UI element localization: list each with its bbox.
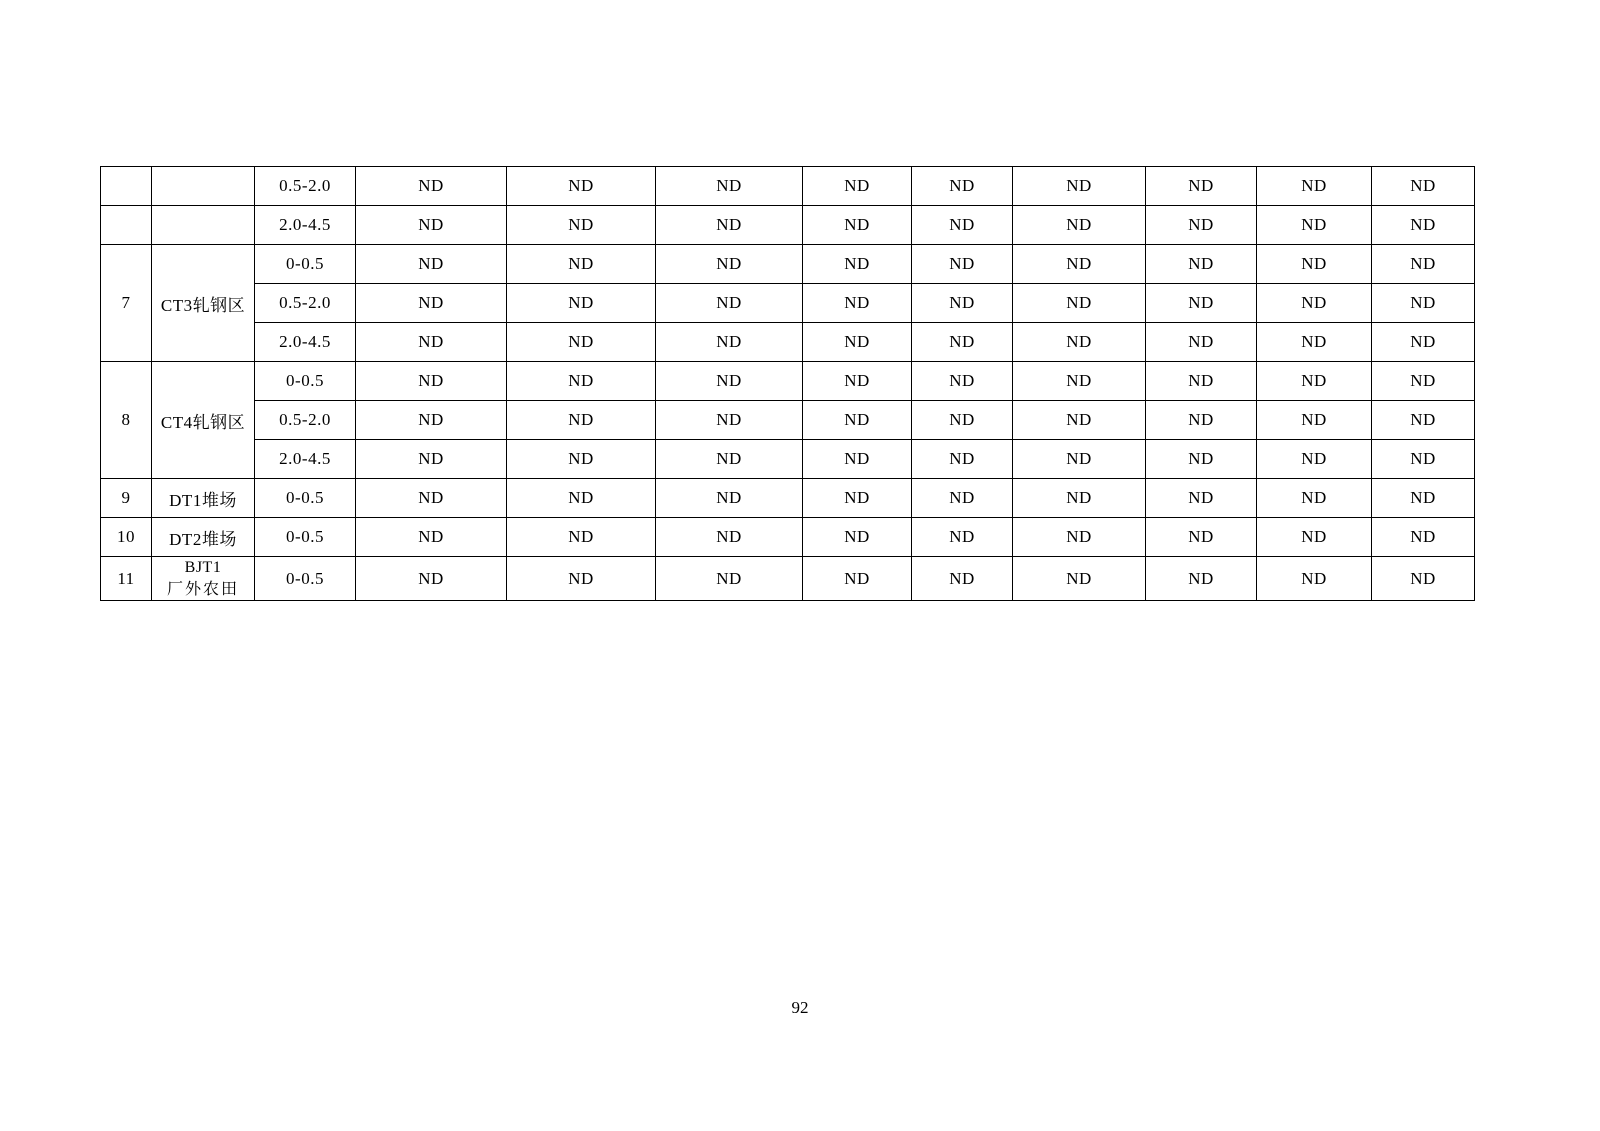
row-depth-cell: 2.0-4.5 <box>255 206 356 245</box>
row-value-cell: ND <box>1372 401 1475 440</box>
row-value-cell: ND <box>507 323 656 362</box>
row-value-cell: ND <box>507 518 656 557</box>
table-row <box>101 206 1475 245</box>
row-value-cell: ND <box>1146 323 1257 362</box>
row-site-cell <box>152 206 255 245</box>
row-depth-cell: 0-0.5 <box>255 362 356 401</box>
row-value-cell: ND <box>1146 245 1257 284</box>
row-value-cell: ND <box>803 167 912 206</box>
row-value-cell: ND <box>1013 362 1146 401</box>
row-value-cell: ND <box>912 440 1013 479</box>
row-index-cell <box>101 206 152 245</box>
row-value-cell: ND <box>356 518 507 557</box>
row-index-cell: 9 <box>101 479 152 518</box>
row-value-cell: ND <box>656 518 803 557</box>
row-value-cell: ND <box>1146 362 1257 401</box>
row-value-cell: ND <box>1372 362 1475 401</box>
row-value-cell: ND <box>1257 440 1372 479</box>
row-value-cell: ND <box>1013 518 1146 557</box>
row-value-cell: ND <box>1372 479 1475 518</box>
row-index-cell: 10 <box>101 518 152 557</box>
table-row <box>101 245 1475 284</box>
row-depth-cell: 0-0.5 <box>255 479 356 518</box>
table-row <box>101 479 1475 518</box>
row-site-text <box>152 557 254 600</box>
row-value-cell: ND <box>1146 440 1257 479</box>
row-value-cell: ND <box>1372 557 1475 601</box>
table-row <box>101 323 1475 362</box>
row-value-cell: ND <box>356 245 507 284</box>
row-value-cell: ND <box>1372 440 1475 479</box>
row-value-cell: ND <box>507 401 656 440</box>
row-value-cell: ND <box>912 245 1013 284</box>
row-value-cell: ND <box>356 323 507 362</box>
row-value-cell: ND <box>803 362 912 401</box>
row-value-cell: ND <box>803 323 912 362</box>
row-value-cell: ND <box>803 401 912 440</box>
row-depth-cell: 0-0.5 <box>255 557 356 601</box>
row-value-cell: ND <box>1257 245 1372 284</box>
row-depth-cell: 0.5-2.0 <box>255 167 356 206</box>
sampling-results-table-wrapper <box>100 166 1462 601</box>
table-row <box>101 284 1475 323</box>
row-index-cell: 7 <box>101 245 152 362</box>
row-value-cell: ND <box>912 284 1013 323</box>
row-site-cell: DT2堆场 <box>152 518 255 557</box>
table-body <box>101 167 1475 601</box>
row-value-cell: ND <box>1372 284 1475 323</box>
row-value-cell: ND <box>1013 206 1146 245</box>
row-depth-cell: 0.5-2.0 <box>255 401 356 440</box>
row-value-cell: ND <box>1257 167 1372 206</box>
row-value-cell: ND <box>1146 206 1257 245</box>
row-depth-cell: 0-0.5 <box>255 245 356 284</box>
row-value-cell: ND <box>1372 206 1475 245</box>
row-value-cell: ND <box>1257 362 1372 401</box>
row-value-cell: ND <box>656 479 803 518</box>
row-value-cell: ND <box>356 362 507 401</box>
row-depth-cell: 2.0-4.5 <box>255 440 356 479</box>
row-value-cell: ND <box>1257 284 1372 323</box>
row-depth-cell: 2.0-4.5 <box>255 323 356 362</box>
table-row <box>101 167 1475 206</box>
row-value-cell: ND <box>356 557 507 601</box>
row-depth-cell: 0.5-2.0 <box>255 284 356 323</box>
row-value-cell: ND <box>1257 479 1372 518</box>
row-value-cell: ND <box>507 284 656 323</box>
row-value-cell: ND <box>1372 518 1475 557</box>
row-value-cell: ND <box>656 167 803 206</box>
row-value-cell: ND <box>656 362 803 401</box>
row-value-cell: ND <box>912 557 1013 601</box>
row-value-cell: ND <box>1257 323 1372 362</box>
row-value-cell: ND <box>656 401 803 440</box>
row-value-cell: ND <box>1257 206 1372 245</box>
row-value-cell: ND <box>356 206 507 245</box>
row-value-cell: ND <box>803 440 912 479</box>
row-value-cell: ND <box>1257 518 1372 557</box>
row-value-cell: ND <box>912 479 1013 518</box>
row-value-cell: ND <box>656 284 803 323</box>
row-value-cell: ND <box>356 440 507 479</box>
row-value-cell: ND <box>803 284 912 323</box>
row-value-cell: ND <box>507 206 656 245</box>
row-value-cell: ND <box>1257 557 1372 601</box>
row-value-cell: ND <box>1013 167 1146 206</box>
row-value-cell: ND <box>1013 284 1146 323</box>
row-value-cell: ND <box>656 245 803 284</box>
row-value-cell: ND <box>356 167 507 206</box>
row-value-cell: ND <box>507 440 656 479</box>
row-value-cell: ND <box>507 167 656 206</box>
row-site-line2: 厂外农田 <box>166 580 239 598</box>
table-row <box>101 440 1475 479</box>
row-value-cell: ND <box>803 206 912 245</box>
row-index-cell <box>101 167 152 206</box>
row-value-cell: ND <box>1146 167 1257 206</box>
row-value-cell: ND <box>507 479 656 518</box>
row-value-cell: ND <box>1146 479 1257 518</box>
row-value-cell: ND <box>1013 557 1146 601</box>
row-value-cell: ND <box>803 557 912 601</box>
table-row <box>101 401 1475 440</box>
row-value-cell: ND <box>1146 518 1257 557</box>
row-depth-cell: 0-0.5 <box>255 518 356 557</box>
row-value-cell: ND <box>656 557 803 601</box>
row-value-cell: ND <box>507 245 656 284</box>
page-number: 92 <box>791 998 809 1017</box>
row-value-cell: ND <box>1146 401 1257 440</box>
row-value-cell: ND <box>1372 323 1475 362</box>
row-value-cell: ND <box>803 245 912 284</box>
row-value-cell: ND <box>356 284 507 323</box>
row-value-cell: ND <box>507 557 656 601</box>
row-value-cell: ND <box>912 323 1013 362</box>
row-value-cell: ND <box>1013 440 1146 479</box>
row-value-cell: ND <box>507 362 656 401</box>
row-value-cell: ND <box>356 401 507 440</box>
row-value-cell: ND <box>1013 323 1146 362</box>
row-value-cell: ND <box>803 479 912 518</box>
row-value-cell: ND <box>656 440 803 479</box>
row-index-cell: 11 <box>101 557 152 601</box>
row-value-cell: ND <box>1372 245 1475 284</box>
row-value-cell: ND <box>656 206 803 245</box>
row-value-cell: ND <box>912 167 1013 206</box>
row-site-line1: BJT1 <box>184 559 222 576</box>
row-value-cell: ND <box>1257 401 1372 440</box>
row-value-cell: ND <box>912 401 1013 440</box>
row-site-cell: DT1堆场 <box>152 479 255 518</box>
row-value-cell: ND <box>356 479 507 518</box>
table-row <box>101 518 1475 557</box>
row-value-cell: ND <box>912 206 1013 245</box>
row-index-cell: 8 <box>101 362 152 479</box>
row-site-cell <box>152 557 255 601</box>
row-value-cell: ND <box>1146 284 1257 323</box>
row-value-cell: ND <box>1013 245 1146 284</box>
table-row <box>101 557 1475 601</box>
row-value-cell: ND <box>1013 479 1146 518</box>
row-value-cell: ND <box>912 518 1013 557</box>
row-site-cell <box>152 167 255 206</box>
row-value-cell: ND <box>912 362 1013 401</box>
row-site-cell: CT3轧钢区 <box>152 245 255 362</box>
row-value-cell: ND <box>803 518 912 557</box>
row-value-cell: ND <box>1372 167 1475 206</box>
table-row <box>101 362 1475 401</box>
sampling-results-table <box>100 166 1475 601</box>
row-site-cell: CT4轧钢区 <box>152 362 255 479</box>
row-value-cell: ND <box>1013 401 1146 440</box>
row-value-cell: ND <box>656 323 803 362</box>
row-value-cell: ND <box>1146 557 1257 601</box>
